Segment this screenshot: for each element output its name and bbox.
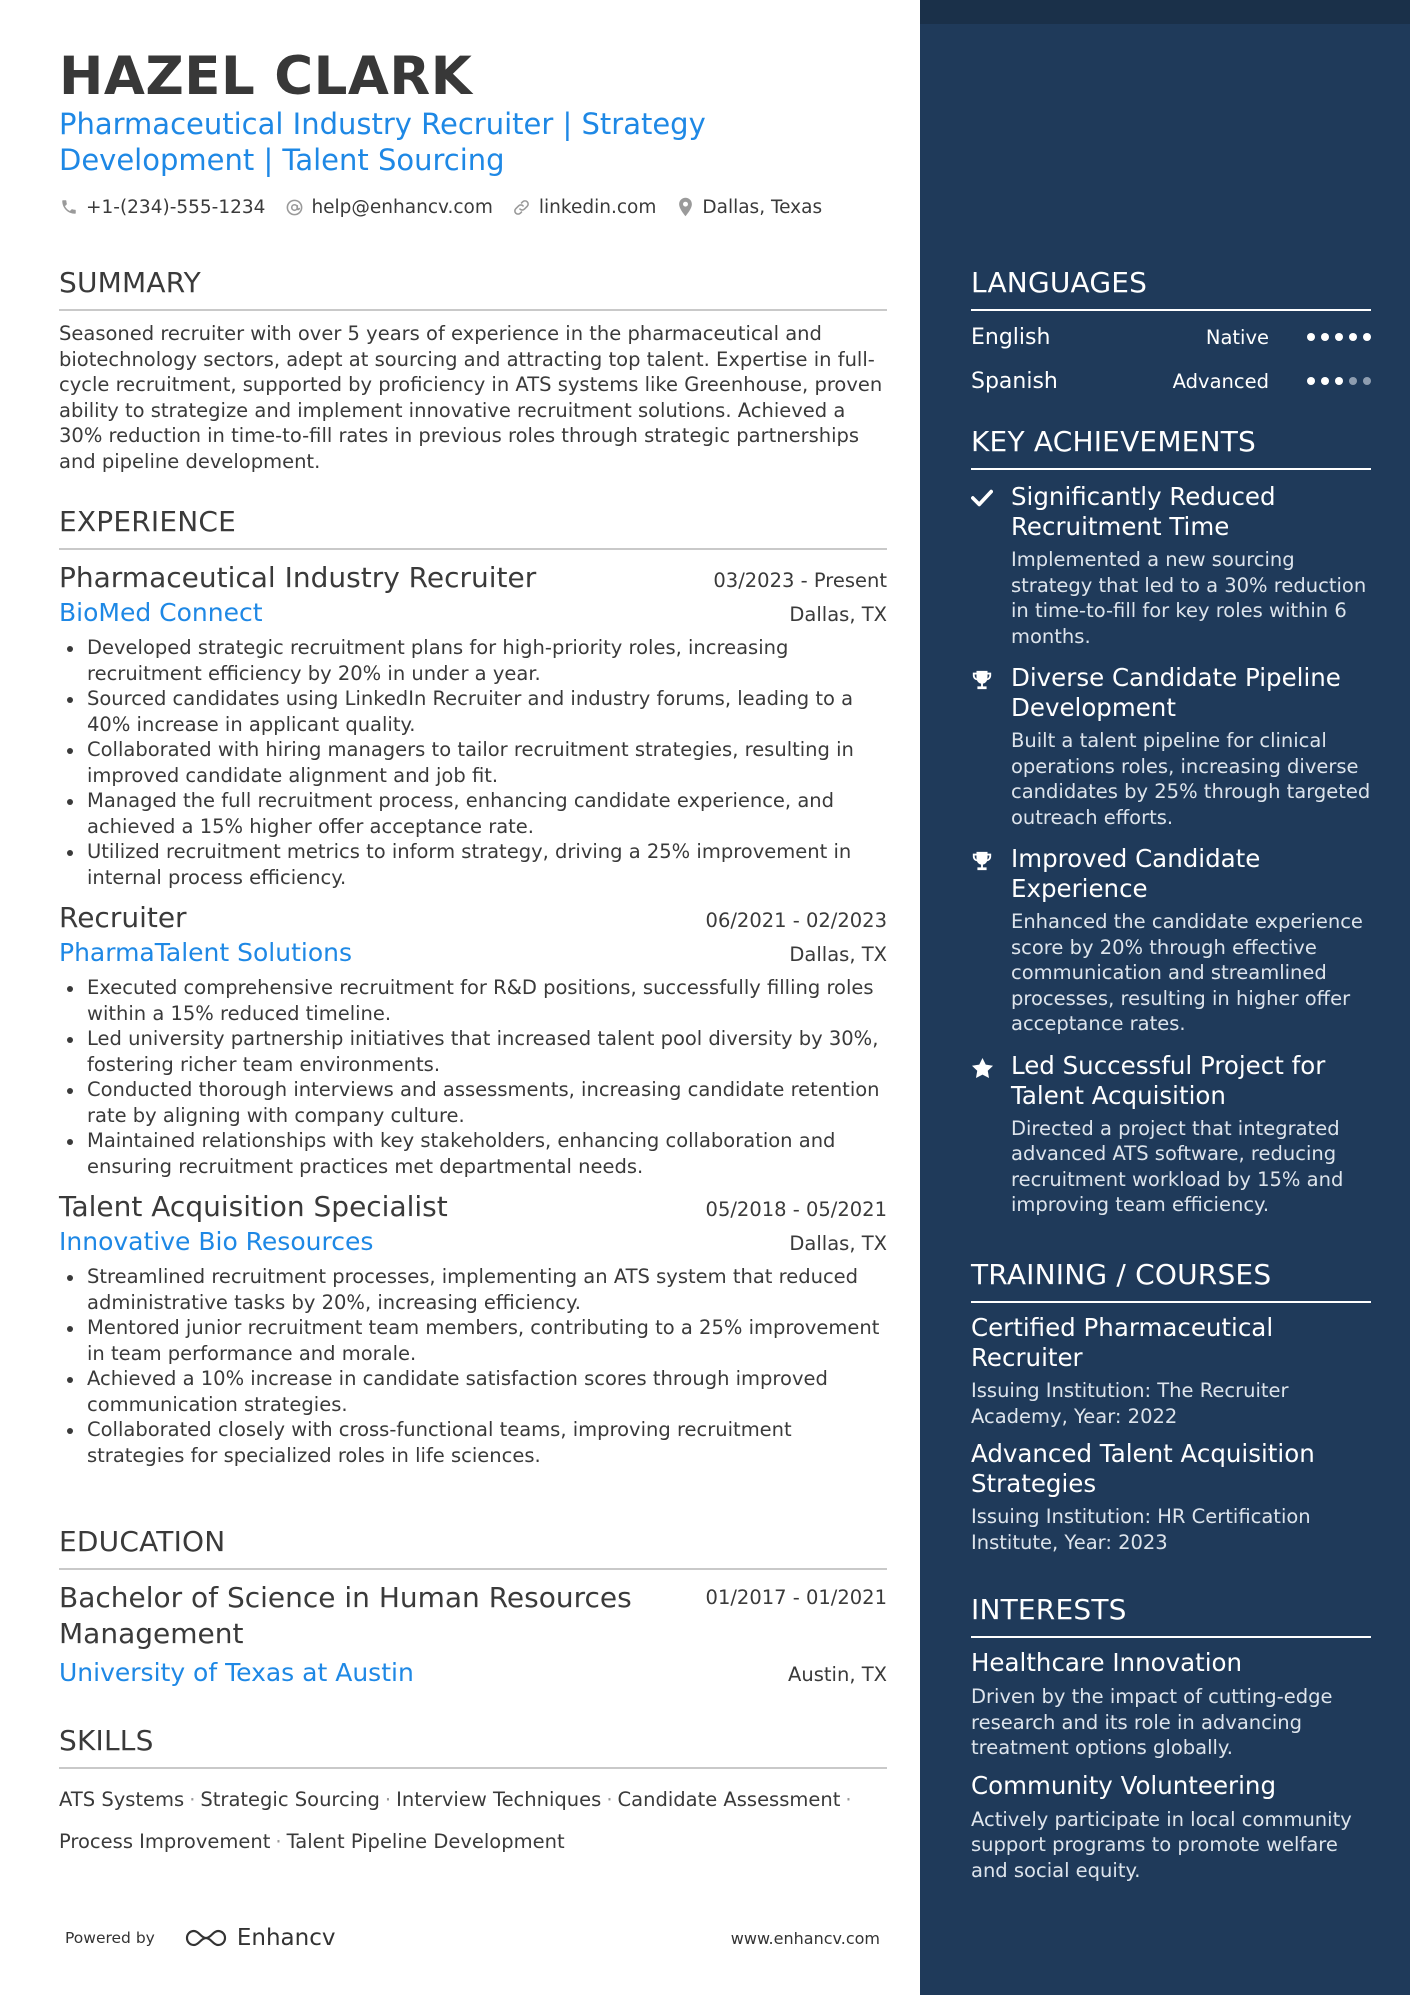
language-level: Advanced — [1172, 369, 1269, 393]
achievement-desc: Implemented a new sourcing strategy that led to a 30% reduction in time-to-fill for key roles within 6 months. — [1011, 548, 1367, 648]
job-bullet: Managed the full recruitment process, enhancing candidate experience, and achieved a 15% higher offer acceptance rate. — [59, 788, 887, 839]
achievement-item — [971, 482, 1371, 649]
section-divider — [59, 548, 887, 550]
language-item — [971, 359, 1371, 403]
job-bullet: Achieved a 10% increase in candidate satisfaction scores through improved communication strategies. — [59, 1366, 887, 1417]
proficiency-dot — [1335, 333, 1343, 341]
trophy-icon — [971, 844, 1011, 1037]
language-level: Native — [1205, 325, 1269, 349]
achievement-item — [971, 844, 1371, 1037]
contact-email[interactable] — [284, 197, 492, 218]
contact-linkedin-text: linkedin.com — [538, 196, 657, 218]
achievement-title: Improved Candidate Experience — [1011, 844, 1261, 903]
course-desc: Issuing Institution: HR Certification Institute, Year: 2023 — [971, 1505, 1311, 1554]
proficiency-dots — [1301, 333, 1371, 341]
skills-section — [59, 1724, 887, 1863]
at-icon — [284, 197, 304, 217]
enhancv-logo-icon — [183, 1927, 229, 1949]
section-divider — [59, 1568, 887, 1570]
interest-title: Healthcare Innovation — [971, 1648, 1243, 1677]
interests-title: INTERESTS — [971, 1593, 1127, 1626]
achievement-desc: Directed a project that integrated advanced ATS software, reducing recruitment workload by 15% and improving team efficiency. — [1011, 1116, 1344, 1216]
job-bullet: Maintained relationships with key stakeholders, enhancing collaboration and ensuring recruitment practices met departmental needs. — [59, 1128, 887, 1179]
achievement-item — [971, 663, 1371, 830]
training-title: TRAINING / COURSES — [971, 1258, 1272, 1291]
contact-bar — [59, 193, 841, 221]
job-title: Recruiter — [59, 901, 187, 934]
education-location: Austin, TX — [788, 1663, 887, 1686]
contact-linkedin[interactable] — [512, 197, 656, 218]
job-title: Talent Acquisition Specialist — [59, 1190, 448, 1223]
company-name: BioMed Connect — [59, 598, 263, 627]
proficiency-dots — [1301, 377, 1371, 385]
sidebar — [920, 0, 1410, 1995]
section-divider — [59, 309, 887, 311]
course-title: Certified Pharmaceutical Recruiter — [971, 1313, 1274, 1372]
sidebar-divider — [971, 1301, 1371, 1303]
job-bullet: Collaborated with hiring managers to tailor recruitment strategies, resulting in improved candidate alignment and job fit. — [59, 737, 887, 788]
school-name: University of Texas at Austin — [59, 1658, 414, 1687]
proficiency-dot — [1363, 333, 1371, 341]
skill-separator: · — [606, 1788, 613, 1811]
interest-title: Community Volunteering — [971, 1770, 1277, 1800]
achievements-section — [971, 425, 1371, 1218]
education-dates: 01/2017 - 01/2021 — [705, 1586, 887, 1609]
job-entry — [59, 560, 887, 890]
footer — [65, 1925, 880, 1951]
skills-title: SKILLS — [59, 1724, 154, 1757]
job-bullet: Mentored junior recruitment team members, contributing to a 25% improvement in team performance and morale. — [59, 1315, 887, 1366]
proficiency-dot — [1321, 377, 1329, 385]
skill-item: Candidate Assessment — [617, 1788, 841, 1811]
languages-title: LANGUAGES — [971, 266, 1148, 299]
achievement-desc: Enhanced the candidate experience score by 20% through effective communication and streamlined processes, resulting in higher offer acceptance rates. — [1011, 910, 1363, 1035]
job-title: Pharmaceutical Industry Recruiter — [59, 561, 537, 594]
job-bullet: Collaborated closely with cross-functional teams, improving recruitment strategies for specialized roles in life sciences. — [59, 1417, 887, 1468]
job-bullets — [59, 1264, 887, 1468]
job-bullet: Conducted thorough interviews and assessments, increasing candidate retention rate by aligning with company culture. — [59, 1077, 887, 1128]
language-name: Spanish — [971, 368, 1058, 394]
sidebar-top-band — [920, 0, 1410, 24]
job-dates: 05/2018 - 05/2021 — [705, 1198, 887, 1221]
degree-title: Bachelor of Science in Human Resources Management — [59, 1581, 632, 1650]
contact-email-text: help@enhancv.com — [311, 196, 493, 218]
skill-item: Process Improvement — [59, 1830, 271, 1853]
course-item — [971, 1313, 1371, 1429]
education-title: EDUCATION — [59, 1525, 226, 1558]
proficiency-dot — [1321, 333, 1329, 341]
job-location: Dallas, TX — [789, 943, 887, 966]
sidebar-divider — [971, 1636, 1371, 1638]
languages-section — [971, 266, 1371, 403]
education-entry — [59, 1580, 887, 1689]
summary-text: Seasoned recruiter with over 5 years of experience in the pharmaceutical and biotechnology sectors, adept at sourcing and attracting top talent. Expertise in full-cycle recruitment, supported by proficiency in ATS systems like Greenhouse, proven ability to strategize and implement innovative recruitment solutions. Achieved a 30% reduction in time-to-fill rates in previous roles through strategic partnerships and pipeline development. — [59, 322, 883, 473]
experience-section — [59, 505, 887, 1468]
contact-phone[interactable] — [59, 197, 265, 218]
skill-separator: · — [845, 1788, 852, 1811]
achievement-title: Significantly Reduced Recruitment Time — [1011, 482, 1276, 541]
job-bullet: Streamlined recruitment processes, implementing an ATS system that reduced administrative tasks by 20%, increasing efficiency. — [59, 1264, 887, 1315]
job-bullet: Utilized recruitment metrics to inform strategy, driving a 25% improvement in internal process efficiency. — [59, 839, 887, 890]
job-bullet: Led university partnership initiatives that increased talent pool diversity by 30%, fostering richer team environments. — [59, 1026, 887, 1077]
job-entry — [59, 1189, 887, 1468]
skill-separator: · — [189, 1788, 196, 1811]
skills-list — [59, 1779, 887, 1863]
job-location: Dallas, TX — [789, 1232, 887, 1255]
proficiency-dot-empty — [1349, 377, 1357, 385]
course-title: Advanced Talent Acquisition Strategies — [971, 1439, 1315, 1498]
enhancv-logo[interactable] — [183, 1925, 336, 1951]
contact-phone-text: +1-(234)-555-1234 — [86, 196, 266, 218]
job-bullet: Developed strategic recruitment plans for high-priority roles, increasing recruitment efficiency by 20% in under a year. — [59, 635, 887, 686]
summary-section — [59, 266, 887, 475]
course-item — [971, 1439, 1371, 1555]
section-divider — [59, 1767, 887, 1769]
training-section — [971, 1258, 1371, 1555]
job-dates: 06/2021 - 02/2023 — [705, 909, 887, 932]
proficiency-dot — [1335, 377, 1343, 385]
job-location: Dallas, TX — [789, 603, 887, 626]
proficiency-dot — [1307, 377, 1315, 385]
candidate-name: HAZEL CLARK — [59, 46, 473, 107]
proficiency-dot-empty — [1363, 377, 1371, 385]
job-bullets — [59, 975, 887, 1179]
sidebar-divider — [971, 309, 1371, 311]
language-name: English — [971, 324, 1051, 350]
skill-item: Interview Techniques — [396, 1788, 602, 1811]
achievement-desc: Built a talent pipeline for clinical operations roles, increasing diverse candidates by 25% through targeted outreach efforts. — [1011, 729, 1371, 829]
achievement-title: Led Successful Project for Talent Acquisition — [1011, 1050, 1326, 1110]
proficiency-dot — [1307, 333, 1315, 341]
achievement-title: Diverse Candidate Pipeline Development — [1011, 663, 1341, 722]
candidate-headline: Pharmaceutical Industry Recruiter | Strategy Development | Talent Sourcing — [59, 107, 706, 177]
powered-by-label: Powered by — [65, 1929, 155, 1947]
interest-item — [971, 1648, 1371, 1761]
contact-location — [675, 197, 822, 218]
proficiency-dot — [1349, 333, 1357, 341]
phone-icon — [59, 197, 79, 217]
job-bullets — [59, 635, 887, 890]
education-section — [59, 1525, 887, 1689]
job-bullet: Executed comprehensive recruitment for R&D positions, successfully filling roles within a 15% reduced timeline. — [59, 975, 887, 1026]
checkmark-icon — [971, 482, 1011, 649]
interest-desc: Actively participate in local community support programs to promote welfare and social equity. — [971, 1807, 1352, 1882]
contact-location-text: Dallas, Texas — [702, 196, 823, 218]
skill-separator: · — [275, 1830, 282, 1853]
job-dates: 03/2023 - Present — [713, 569, 887, 592]
footer-site-link[interactable]: www.enhancv.com — [730, 1928, 880, 1948]
achievement-item — [971, 1051, 1371, 1218]
powered-by — [65, 1925, 335, 1951]
job-entry — [59, 900, 887, 1179]
sidebar-divider — [971, 468, 1371, 470]
skill-item: ATS Systems — [59, 1788, 185, 1811]
summary-title: SUMMARY — [59, 266, 201, 299]
interests-section — [971, 1593, 1371, 1883]
link-icon — [512, 197, 532, 217]
language-item — [971, 315, 1371, 359]
star-icon — [971, 1051, 1011, 1218]
course-desc: Issuing Institution: The Recruiter Academy, Year: 2022 — [971, 1379, 1289, 1428]
trophy-icon — [971, 663, 1011, 830]
job-bullet: Sourced candidates using LinkedIn Recruiter and industry forums, leading to a 40% increase in applicant quality. — [59, 686, 887, 737]
interest-item — [971, 1771, 1371, 1884]
skill-item: Strategic Sourcing — [200, 1788, 380, 1811]
location-pin-icon — [675, 197, 695, 217]
company-name: Innovative Bio Resources — [59, 1227, 374, 1256]
achievements-title: KEY ACHIEVEMENTS — [971, 425, 1256, 458]
skill-separator: · — [384, 1788, 392, 1811]
company-name: PharmaTalent Solutions — [59, 938, 352, 967]
interest-desc: Driven by the impact of cutting-edge research and its role in advancing treatment options globally. — [971, 1685, 1333, 1759]
enhancv-brand-text: Enhancv — [236, 1925, 336, 1951]
experience-title: EXPERIENCE — [59, 505, 237, 538]
skill-item: Talent Pipeline Development — [286, 1830, 565, 1853]
